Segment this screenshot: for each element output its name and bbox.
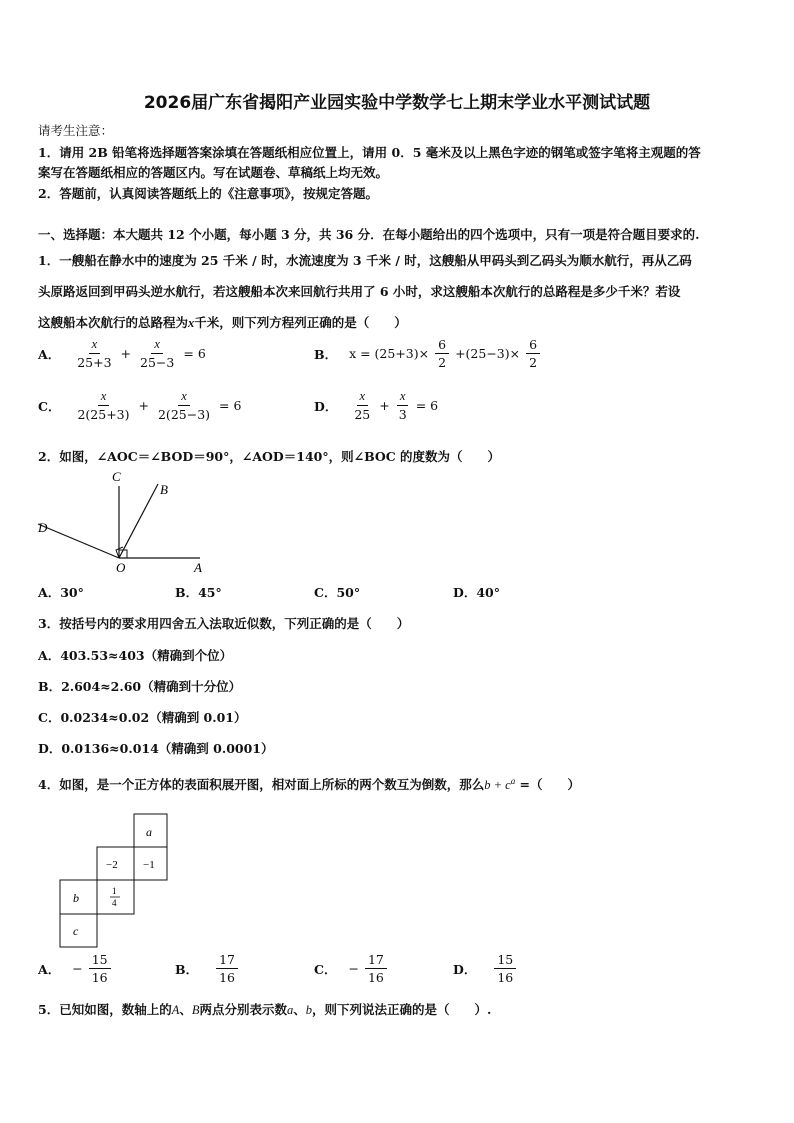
ray-ob <box>119 484 158 558</box>
cell-m2-label: −2 <box>106 859 118 871</box>
notice-heading: 请考生注意： <box>38 123 114 138</box>
q3-option-c[interactable]: C．0.0234≈0.02（精确到 0.01） <box>38 710 247 725</box>
q5-stem: 5．已知如图，数轴上的A、B两点分别表示数a、b，则下列说法正确的是（ ）. <box>38 1002 492 1017</box>
q1-option-d[interactable]: D． $\frac{x}{25}$ + $\frac{x}{3}$ = 6 <box>314 389 439 422</box>
q1-line-3: 这艘船本次航行的总路程为x千米，则下列方程列正确的是（ ） <box>38 315 407 330</box>
section-heading: 一、选择题：本大题共 12 个小题，每小题 3 分，共 36 分．在每小题给出的四个选项中，只有一项是符合题目要求的. <box>38 227 700 242</box>
q4-option-c[interactable]: C． − $\frac{17}{16}$ <box>314 952 389 985</box>
q3-stem: 3．按括号内的要求用四舍五入法取近似数，下列正确的是（ ） <box>38 616 410 631</box>
label-a: A <box>194 560 202 575</box>
label-o: O <box>116 560 126 575</box>
cell-quarter-den: 4 <box>112 898 117 908</box>
q2-option-b[interactable]: B．45° <box>175 585 222 600</box>
cell-c <box>60 914 97 947</box>
q2-option-d[interactable]: D．40° <box>453 585 500 600</box>
angle-figure <box>30 466 220 576</box>
q1-option-a[interactable]: A． $\frac{x}{25+3}$ + $\frac{x}{25-3}$ = 6 <box>38 337 206 370</box>
q3-option-b[interactable]: B．2.604≈2.60（精确到十分位） <box>38 679 242 694</box>
q1-line-1: 1．一艘船在静水中的速度为 25 千米 / 时，水流速度为 3 千米 / 时，这艘船从甲码头到乙码头为顺水航行，再从乙码 <box>38 253 692 268</box>
ray-od <box>38 524 119 558</box>
q1-option-c[interactable]: C． $\frac{x}{2(25+3)}$ + $\frac{x}{2(25-3)}$ = 6 <box>38 389 242 422</box>
label-c: C <box>112 469 121 484</box>
label-b: B <box>160 482 168 497</box>
q4-stem: 4．如图，是一个正方体的表面积展开图，相对面上所标的两个数互为倒数，那么$b + c^a$ =（ ） <box>38 775 581 792</box>
notice-item-2: 2．答题前，认真阅读答题纸上的《注意事项》，按规定答题。 <box>38 186 378 201</box>
q1-line-2: 头原路返回到甲码头逆水航行，若这艘船本次来回航行共用了 6 小时，求这艘船本次航行的总路程是多少千米？若设 <box>38 284 681 299</box>
q4-option-d[interactable]: D． $\frac{15}{16}$ <box>453 952 518 985</box>
cell-quarter-num: 1 <box>112 886 117 896</box>
label-d: D <box>38 520 48 535</box>
q3-option-d[interactable]: D．0.0136≈0.014（精确到 0.0001） <box>38 741 274 756</box>
cell-c-label: c <box>73 924 79 938</box>
cell-m1-label: −1 <box>143 859 155 871</box>
q2-option-c[interactable]: C．50° <box>314 585 361 600</box>
q4-option-b[interactable]: B． $\frac{17}{16}$ <box>175 952 240 985</box>
page-title: 2026届广东省揭阳产业园实验中学数学七上期末学业水平测试试题 <box>143 93 651 113</box>
cell-a-label: a <box>146 825 152 839</box>
notice-item-1a: 1．请用 2B 铅笔将选择题答案涂填在答题纸相应位置上，请用 0．5 毫米及以上黑色字迹的钢笔或签字笔将主观题的答 <box>38 145 701 160</box>
q3-option-a[interactable]: A．403.53≈403（精确到个位） <box>38 648 233 663</box>
q2-stem: 2．如图，∠AOC＝∠BOD＝90°，∠AOD＝140°，则∠BOC 的度数为（ ） <box>38 449 501 464</box>
cell-b-label: b <box>73 891 79 905</box>
q1-option-b[interactable]: B． x = (25+3)× $\frac{6}{2}$ +(25−3)× $\frac{6}{2}$ <box>314 337 542 370</box>
notice-item-1b: 案写在答题纸相应的答题区内。写在试题卷、草稿纸上均无效。 <box>38 165 389 180</box>
q2-option-a[interactable]: A．30° <box>38 585 84 600</box>
cube-net <box>58 810 173 950</box>
q4-option-a[interactable]: A． − $\frac{15}{16}$ <box>38 952 113 985</box>
